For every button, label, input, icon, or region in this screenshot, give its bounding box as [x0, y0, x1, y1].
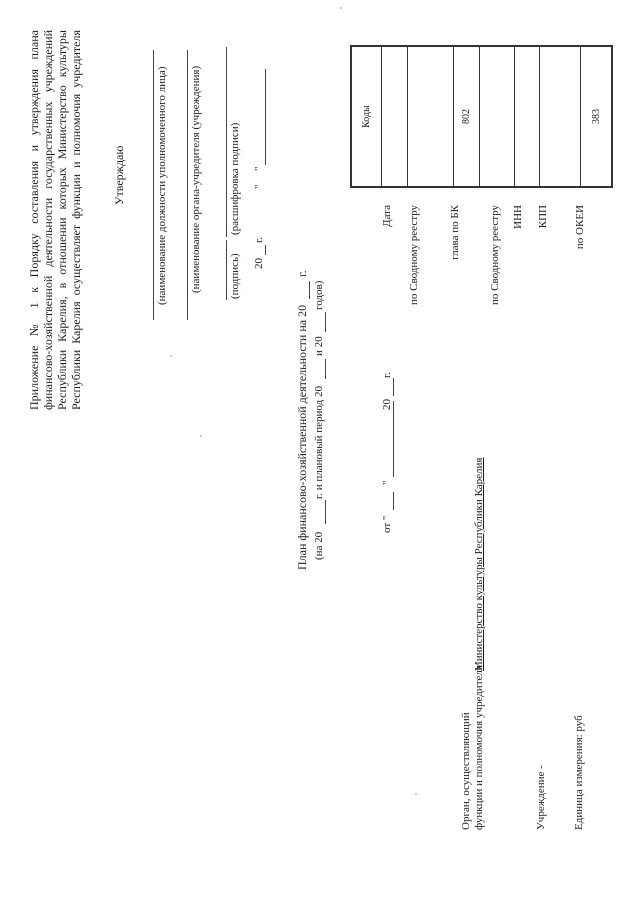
appendix-line-3: Республики Карелия, в отношении которых Министерство культуры	[55, 30, 69, 410]
period-open: (на 20	[313, 531, 325, 560]
codes-value-inn	[515, 46, 540, 187]
appendix-line-2: финансово-хозяйственной деятельности государственных учреждений	[41, 30, 55, 410]
appendix-line-4: Республики Карелия осуществляет функции и полномочия учредителя	[69, 30, 83, 410]
plan-year-line	[309, 281, 310, 299]
approval-year-line	[265, 245, 266, 255]
period-and: и 20	[313, 336, 325, 356]
codes-value-bk: 802	[454, 46, 480, 187]
approval-month-line	[265, 69, 266, 165]
founder-line-1: Орган, осуществляющий	[460, 712, 472, 830]
codes-label-registry-1: по Сводному реестру	[408, 205, 420, 305]
decoding-line	[226, 47, 227, 237]
codes-header: Коды	[351, 46, 382, 187]
period-year3-line	[325, 312, 326, 332]
codes-value-registry-1	[408, 46, 454, 187]
table-row	[454, 46, 480, 187]
appendix-line-1: Приложение № 1 к Порядку составления и утверждения плана	[27, 30, 41, 410]
scan-speck	[415, 793, 417, 795]
table-row	[480, 46, 515, 187]
period-year2-line	[325, 359, 326, 379]
approval-date-open: "	[253, 184, 265, 189]
institution-label: Учреждение -	[535, 765, 547, 830]
table-row	[351, 46, 382, 187]
unit-label: Единица измерения: руб	[573, 715, 585, 830]
signature-line	[226, 240, 227, 300]
approval-year-prefix: 20	[253, 258, 265, 269]
founder-line-2: функции и полномочия учредителя	[473, 665, 485, 830]
codes-label-date: Дата	[381, 205, 393, 227]
official-line	[153, 50, 154, 320]
plan-month-line	[393, 401, 394, 477]
scan-speck	[340, 7, 342, 9]
approval-date-close: "	[253, 166, 265, 171]
period-year-line	[325, 500, 326, 524]
signature-caption: (подпись)	[229, 253, 241, 299]
codes-label-okei: по ОКЕИ	[574, 205, 586, 250]
plan-title-end: г.	[295, 270, 309, 277]
table-row	[581, 46, 613, 187]
plan-date-prefix: от "	[381, 515, 393, 533]
codes-label-kpp: КПП	[537, 205, 549, 229]
plan-year-blank	[393, 378, 394, 396]
codes-label-bk: глава по БК	[449, 205, 461, 260]
codes-label-inn: ИНН	[512, 205, 524, 229]
organ-line	[187, 50, 188, 320]
plan-title-start: План финансово-хозяйственной деятельности на 20	[295, 304, 309, 570]
table-row	[382, 46, 408, 187]
plan-year-suffix: г.	[381, 371, 393, 378]
decoding-caption: (расшифровка подписи)	[229, 122, 241, 235]
founder-name: Министерство культуры Республики Карелия	[473, 457, 485, 671]
period-close: годов)	[313, 280, 325, 310]
table-row	[515, 46, 540, 187]
plan-date-close: "	[381, 480, 393, 485]
codes-value-registry-2	[480, 46, 515, 187]
scan-speck	[200, 435, 202, 437]
organ-caption: (наименование органа-учредителя (учреждения)	[190, 65, 202, 293]
codes-table	[350, 45, 613, 188]
table-row	[540, 46, 581, 187]
approval-year-suffix: г.	[253, 236, 265, 243]
period-mid: г. и плановый период 20	[313, 386, 325, 499]
table-row	[408, 46, 454, 187]
scan-speck	[170, 355, 172, 357]
official-caption: (наименование должности уполномоченного лица)	[156, 66, 168, 305]
plan-day-line	[393, 492, 394, 510]
approval-title: Утверждаю	[112, 145, 126, 205]
codes-value-date	[382, 46, 408, 187]
codes-label-registry-2: по Сводному реестру	[489, 205, 501, 305]
codes-value-okei: 383	[581, 46, 613, 187]
plan-year-prefix: 20	[381, 399, 393, 410]
codes-value-kpp	[540, 46, 581, 187]
